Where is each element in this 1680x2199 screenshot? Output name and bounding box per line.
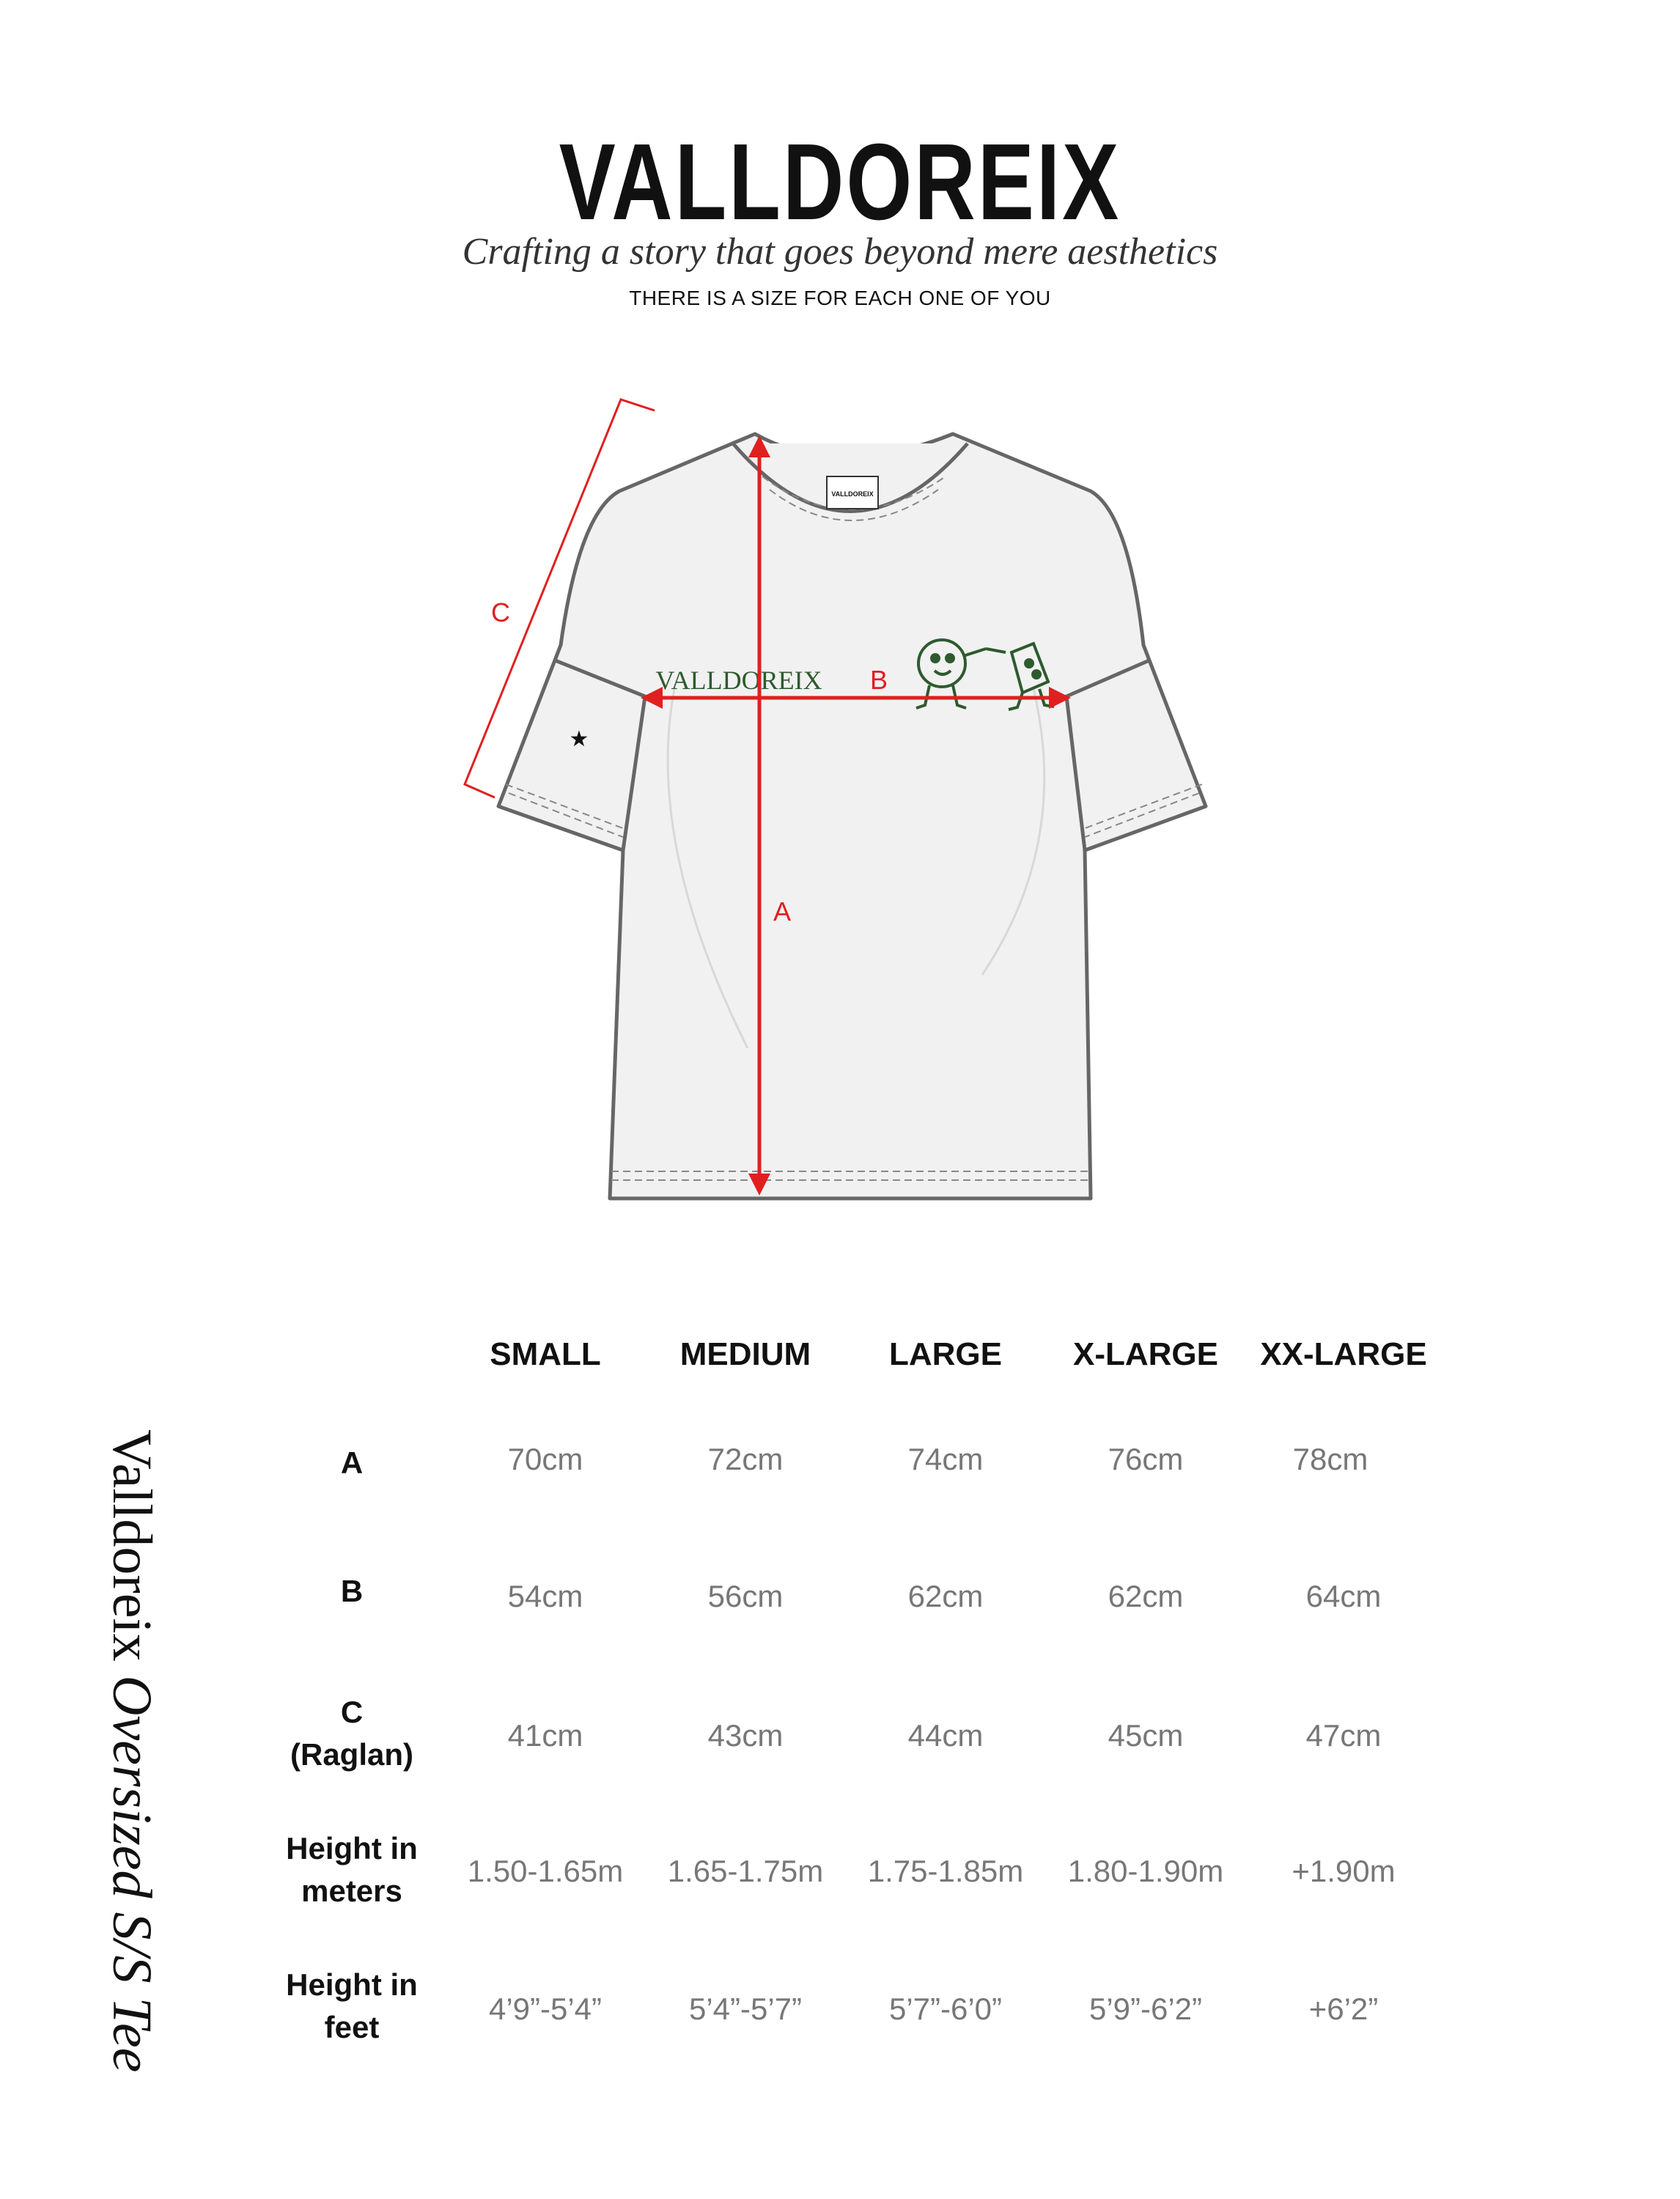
table-cell: 1.50-1.65m xyxy=(467,1854,624,1888)
table-cell: 41cm xyxy=(507,1718,583,1753)
size-header-large: LARGE xyxy=(889,1336,1002,1372)
table-cell: 56cm xyxy=(707,1579,784,1613)
size-header-xlarge: X-LARGE xyxy=(1073,1336,1218,1372)
side-title-product: Oversized S/S Tee xyxy=(101,1675,163,2073)
table-cell: 70cm xyxy=(507,1442,583,1476)
table-cell: 78cm xyxy=(1292,1442,1368,1476)
table-cell: 43cm xyxy=(707,1718,784,1753)
row-label-height-feet: Height in feet xyxy=(286,1967,418,2044)
table-cell: 4’9”-5’4” xyxy=(488,1992,603,2026)
size-header-xxlarge: XX-LARGE xyxy=(1260,1336,1427,1372)
table-cell: 74cm xyxy=(907,1442,984,1476)
size-header-small: SMALL xyxy=(490,1336,601,1372)
row-label-height-meters: Height in meters xyxy=(286,1831,418,1908)
table-cell: 76cm xyxy=(1108,1442,1184,1476)
table-cell: 72cm xyxy=(707,1442,784,1476)
row-label-a: A xyxy=(340,1445,364,1480)
table-cell: 5’4”-5’7” xyxy=(688,1992,803,2026)
table-cell: 64cm xyxy=(1305,1579,1382,1613)
measure-a-label: A xyxy=(773,896,792,927)
size-header-medium: MEDIUM xyxy=(679,1336,811,1372)
table-cell: 5’9”-6’2” xyxy=(1088,1992,1203,2026)
table-cell: 1.80-1.90m xyxy=(1067,1854,1224,1888)
tshirt-outline xyxy=(498,434,1206,1198)
table-cell: 54cm xyxy=(507,1579,583,1613)
measure-b-label: B xyxy=(870,665,888,695)
table-cell: +1.90m xyxy=(1292,1854,1396,1888)
brand-logo-text: VALLDOREIX xyxy=(559,122,1121,243)
table-cell: 47cm xyxy=(1305,1718,1382,1753)
side-title-brand: Valldoreix xyxy=(101,1429,163,1662)
table-cell: 45cm xyxy=(1108,1718,1184,1753)
neck-label-text: VALLDOREIX xyxy=(831,490,874,498)
table-cell: +6’2” xyxy=(1308,1992,1379,2026)
row-label-c: C (Raglan) xyxy=(290,1695,413,1772)
chest-print-text: VALLDOREIX xyxy=(655,666,822,695)
table-cell: 1.65-1.75m xyxy=(667,1854,824,1888)
table-cell: 44cm xyxy=(907,1718,984,1753)
brand-tagline: Crafting a story that goes beyond mere aesthetics xyxy=(462,231,1218,273)
table-cell: 62cm xyxy=(1108,1579,1184,1613)
table-cell: 62cm xyxy=(907,1579,984,1613)
size-subtagline: THERE IS A SIZE FOR EACH ONE OF YOU xyxy=(629,287,1051,309)
star-icon: ★ xyxy=(569,726,589,752)
table-cell: 1.75-1.85m xyxy=(867,1854,1024,1888)
table-cell: 5’7”-6’0” xyxy=(888,1992,1003,2026)
side-product-title xyxy=(99,1429,165,2089)
row-label-b: B xyxy=(340,1574,364,1608)
measure-c-label: C xyxy=(491,597,510,627)
